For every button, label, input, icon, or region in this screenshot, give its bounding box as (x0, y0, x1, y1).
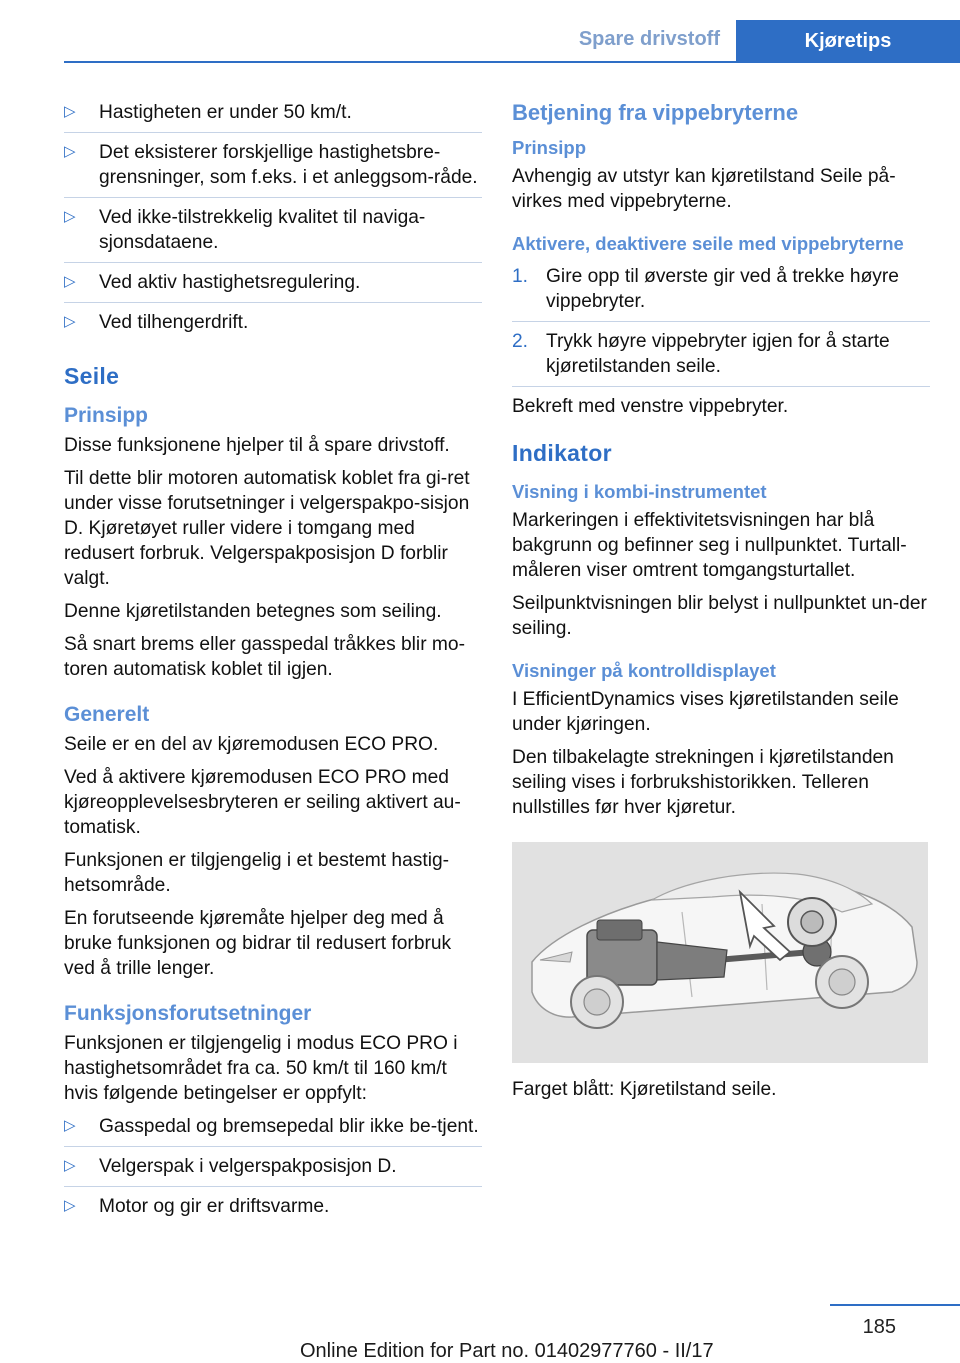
list-item: ▷ Det eksisterer forskjellige hastighetsbre-grensninger, som f.eks. i et anleggsom-råde. (64, 140, 482, 198)
list-item: ▷ Ved tilhengerdrift. (64, 310, 482, 342)
requirements-list (64, 1114, 482, 1226)
triangle-bullet-icon: ▷ (64, 143, 76, 160)
list-item: 1. Gire opp til øverste gir ved å trekke høyre vippebryter. (512, 264, 930, 322)
header-rule (64, 61, 960, 63)
triangle-bullet-icon: ▷ (64, 1117, 76, 1134)
section-tab-kjoretips[interactable]: Kjøretips (736, 20, 960, 62)
heading-prinsipp: Prinsipp (64, 404, 149, 427)
list-item: ▷ Ved ikke-tilstrekkelig kvalitet til naviga-sjonsdataene. (64, 205, 482, 263)
paragraph: Den tilbakelagte strekningen i kjøretilstanden seiling vises i forbrukshistorikken. Telleren nullstilles før hver kjøretur. (512, 747, 894, 818)
left-column (64, 100, 482, 1233)
triangle-bullet-icon: ▷ (64, 313, 76, 330)
list-item: ▷ Hastigheten er under 50 km/t. (64, 100, 482, 133)
paragraph: Avhengig av utstyr kan kjøretilstand Seile på-virkes med vippebryterne. (512, 166, 896, 212)
paragraph: Markeringen i effektivitetsvisningen har blå bakgrunn og befinner seg i nullpunktet. Turtall-måleren viser omtrent tomgangsturtallet. (512, 510, 907, 581)
list-item: 2. Trykk høyre vippebryter igjen for å starte kjøretilstanden seile. (512, 329, 930, 387)
list-item: ▷ Gasspedal og bremsepedal blir ikke be-tjent. (64, 1114, 482, 1147)
heading-indikator: Indikator (512, 440, 612, 466)
page-number: 185 (862, 1316, 896, 1338)
car-drivetrain-illustration (512, 842, 928, 1063)
paragraph: Ved å aktivere kjøremodusen ECO PRO med kjøreopplevelsesbryteren er seiling aktivert au-tomatisk. (64, 767, 461, 838)
conditions-list (64, 100, 482, 342)
section-tab-spare-drivstoff[interactable]: Spare drivstoff (578, 28, 720, 50)
triangle-bullet-icon: ▷ (64, 273, 76, 290)
footer-rule (830, 1304, 960, 1306)
triangle-bullet-icon: ▷ (64, 1157, 76, 1174)
paragraph: Funksjonen er tilgjengelig i et bestemt hastig-hetsområde. (64, 850, 450, 896)
heading-betjening: Betjening fra vippebryterne (512, 100, 799, 125)
heading-aktivere: Aktivere, deaktivere seile med vippebryterne (512, 233, 904, 254)
paragraph: Bekreft med venstre vippebryter. (512, 396, 789, 417)
paragraph: Disse funksjonene hjelper til å spare drivstoff. (64, 435, 450, 456)
paragraph: Funksjonen er tilgjengelig i modus ECO PRO i hastighetsområdet fra ca. 50 km/t til 160 km/t hvis følgende betingelser er oppfylt: (64, 1033, 458, 1104)
paragraph: Så snart brems eller gasspedal tråkkes blir mo-toren automatisk koblet til igjen. (64, 634, 465, 680)
right-column (512, 100, 930, 1110)
edition-footer: Online Edition for Part no. 01402977760 - II/17 (300, 1340, 714, 1362)
paragraph: En forutseende kjøremåte hjelper deg med å bruke funksjonen og bidrar til redusert forbruk ved å trille lenger. (64, 908, 452, 979)
heading-generelt: Generelt (64, 703, 150, 726)
heading-funksjonsforutsetninger: Funksjonsforutsetninger (64, 1002, 312, 1025)
triangle-bullet-icon: ▷ (64, 208, 76, 225)
triangle-bullet-icon: ▷ (64, 103, 76, 120)
list-item: ▷ Motor og gir er driftsvarme. (64, 1194, 482, 1226)
paragraph: Seilpunktvisningen blir belyst i nullpunktet un-der seiling. (512, 593, 927, 639)
list-item: ▷ Ved aktiv hastighetsregulering. (64, 270, 482, 303)
triangle-bullet-icon: ▷ (64, 1197, 76, 1214)
steps-list (512, 264, 930, 387)
paragraph: Denne kjøretilstanden betegnes som seiling. (64, 601, 442, 622)
paragraph: Til dette blir motoren automatisk koblet fra gi-ret under visse forutsetninger i velgerspakpo-sisjon D. Kjøretøyet ruller videre i tomgang med redusert forbruk. Velgerspakposisjon D forblir valgt. (64, 468, 470, 589)
paragraph: I EfficientDynamics vises kjøretilstanden seile under kjøringen. (512, 689, 899, 735)
page-header (0, 0, 960, 62)
paragraph: Seile er en del av kjøremodusen ECO PRO. (64, 734, 439, 755)
heading-visninger-kontrolldisplay: Visninger på kontrolldisplayet (512, 660, 776, 681)
heading-visning-kombi: Visning i kombi-instrumentet (512, 481, 767, 502)
heading-prinsipp: Prinsipp (512, 137, 587, 158)
figure-caption: Farget blått: Kjøretilstand seile. (512, 1079, 777, 1100)
heading-seile: Seile (64, 363, 120, 389)
list-item: ▷ Velgerspak i velgerspakposisjon D. (64, 1154, 482, 1187)
car-drivetrain-icon (512, 842, 928, 1063)
